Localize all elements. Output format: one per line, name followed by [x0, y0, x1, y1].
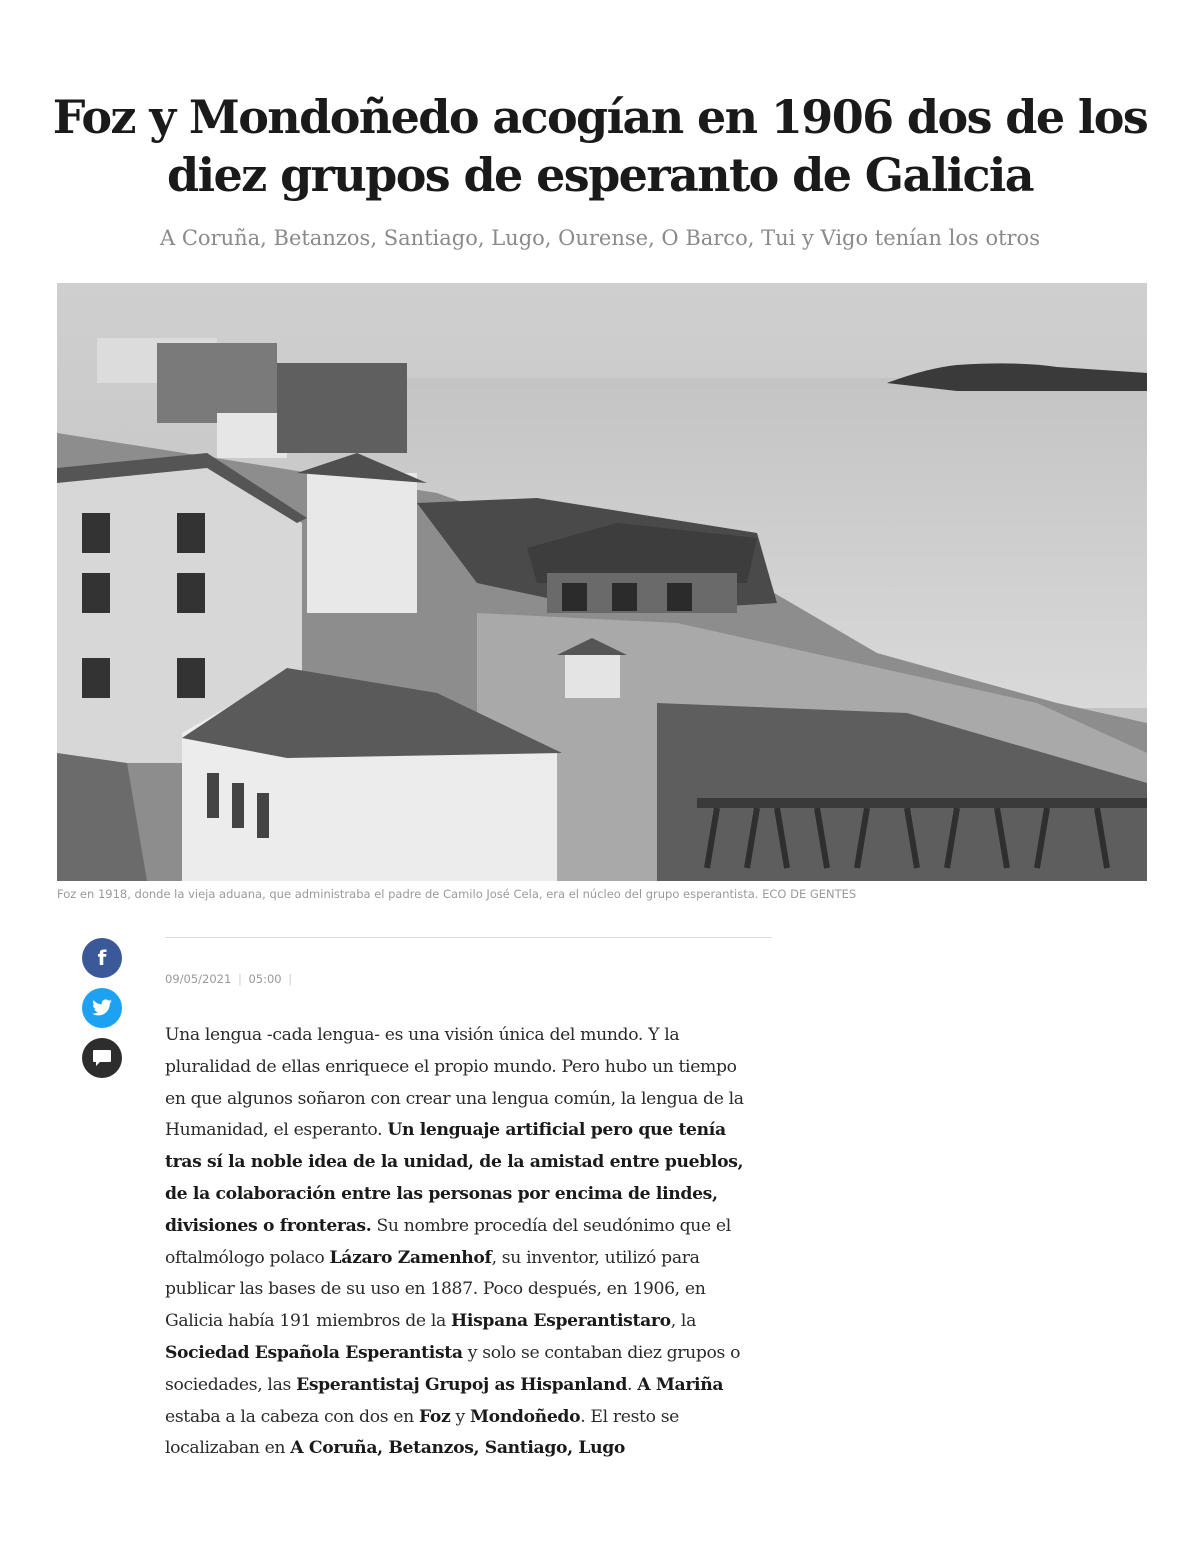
body-text-run: Su nombre procedía del seudónimo que el oftalmólogo polaco	[165, 1215, 731, 1268]
body-bold-run: Lázaro Zamenhof	[329, 1247, 492, 1268]
article-paragraph	[165, 1020, 760, 1465]
photo-caption: Foz en 1918, donde la vieja aduana, que administraba el padre de Camilo José Cela, era el núcleo del grupo esperantista. ECO DE GENTES	[57, 887, 857, 901]
comment-bubble-icon	[92, 1049, 112, 1067]
article-subtitle: A Coruña, Betanzos, Santiago, Lugo, Ourense, O Barco, Tui y Vigo tenían los otros	[160, 226, 1040, 250]
meta-separator: |	[237, 972, 242, 986]
facebook-icon: f	[97, 946, 107, 970]
meta-separator: |	[288, 972, 293, 986]
body-text-run: estaba a la cabeza con dos en	[165, 1406, 419, 1427]
body-bold-run: Foz	[418, 1406, 451, 1427]
body-bold-run: A Mariña	[637, 1374, 724, 1395]
body-text-run: y	[450, 1406, 470, 1427]
article-meta	[165, 972, 295, 986]
facebook-share-button[interactable]	[82, 938, 122, 978]
body-text-run: Una lengua -cada lengua- es una visión única del mundo. Y la pluralidad de ellas enriquece el propio mundo. Pero hubo un tiempo en que algunos soñaron con crear una lengua común, la lengua de la Humanidad, el esperanto.	[165, 1025, 744, 1141]
article-headline: Foz y Mondoñedo acogían en 1906 dos de los diez grupos de esperanto de Galicia	[52, 90, 1148, 202]
body-bold-run: Sociedad Española Esperantista	[165, 1342, 463, 1363]
body-text-run: . El resto se localizaban en	[165, 1406, 680, 1459]
body-bold-run: Hispana Esperantistaro	[451, 1311, 671, 1332]
article-divider	[165, 937, 772, 938]
article-body	[165, 1020, 760, 1480]
historic-photo-foz	[57, 283, 1147, 881]
share-bar	[82, 938, 122, 1088]
body-bold-run: Esperantistaj Grupoj as Hispanland	[296, 1374, 627, 1395]
article-photo[interactable]	[57, 283, 1147, 881]
body-text-run: y solo se contaban diez grupos o sociedades, las	[165, 1342, 741, 1395]
body-bold-run: Un lenguaje artificial pero que tenía tras sí la noble idea de la unidad, de la amistad entre pueblos, de la colaboración entre las personas por encima de lindes, divisiones o fronteras.	[165, 1120, 744, 1236]
body-text-run: , su inventor, utilizó para publicar las bases de su uso en 1887. Poco después, en 1906, en Galicia había 191 miembros de la	[165, 1247, 706, 1332]
twitter-icon	[91, 999, 113, 1017]
body-text-run: , la	[670, 1311, 696, 1332]
body-text-run: .	[627, 1374, 638, 1395]
body-bold-run: A Coruña, Betanzos, Santiago, Lugo	[290, 1438, 626, 1459]
twitter-share-button[interactable]	[82, 988, 122, 1028]
publish-date: 09/05/2021	[165, 972, 232, 986]
publish-time: 05:00	[248, 972, 282, 986]
comments-button[interactable]	[82, 1038, 122, 1078]
body-bold-run: Mondoñedo	[469, 1406, 581, 1427]
